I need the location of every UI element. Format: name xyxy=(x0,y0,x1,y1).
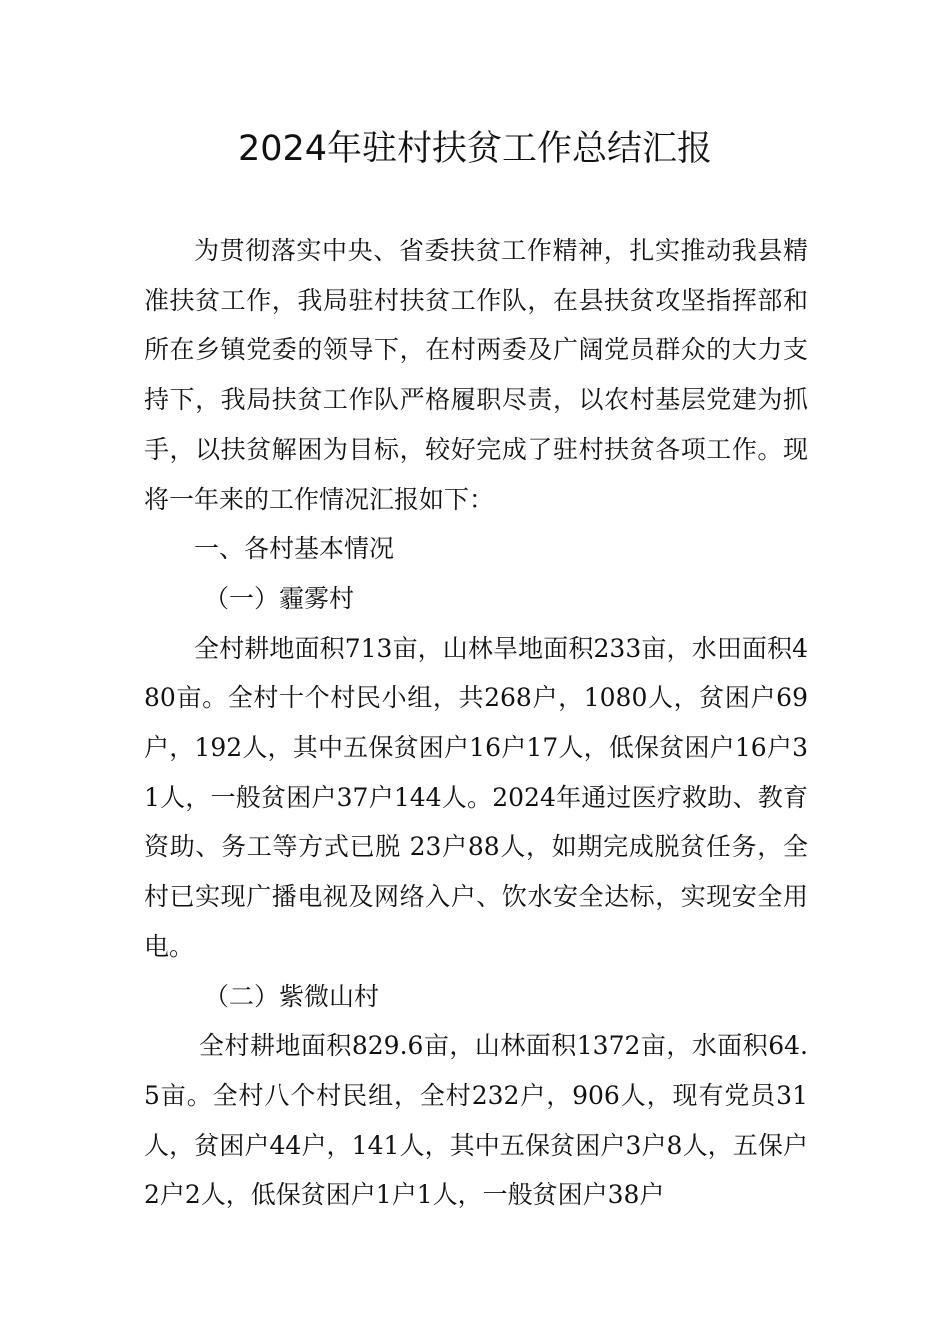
village-heading-1: （一）霾雾村 xyxy=(204,583,355,613)
section-heading-basic-info: 一、各村基本情况 xyxy=(194,534,395,564)
village-paragraph-1: 全村耕地面积713亩，山林旱地面积233亩，水田面积480亩。全村十个村民小组，共268户，1080人，贫困户69户，192人，其中五保贫困户16户17人，低保贫困户16户31人，一般贫困户37户144人。2024年通过医疗救助、教育资助、务工等方式已脱 23户88人，如期完成脱贫任务，全村已实现广播电视及网络入户、饮水安全达标，实现安全用电。 xyxy=(144,633,808,961)
document-title: 2024年驻村扶贫工作总结汇报 xyxy=(237,129,713,169)
village-paragraph-2: 全村耕地面积829.6亩，山林面积1372亩，水面积64.5亩。全村八个村民组，全村232户，906人，现有党员31人，贫困户44户，141人，其中五保贫困户3户8人，五保户2户2人，低保贫困户1户1人，一般贫困户38户 xyxy=(144,1031,808,1210)
village-heading-2: （二）紫微山村 xyxy=(204,981,380,1011)
intro-paragraph: 为贯彻落实中央、省委扶贫工作精神，扎实推动我县精准扶贫工作，我局驻村扶贫工作队，在县扶贫攻坚指挥部和所在乡镇党委的领导下，在村两委及广阔党员群众的大力支持下，我局扶贫工作队严格履职尽责，以农村基层党建为抓手，以扶贫解困为目标，较好完成了驻村扶贫各项工作。现将一年来的工作情况汇报如下： xyxy=(144,236,808,514)
document-body xyxy=(144,226,808,1220)
